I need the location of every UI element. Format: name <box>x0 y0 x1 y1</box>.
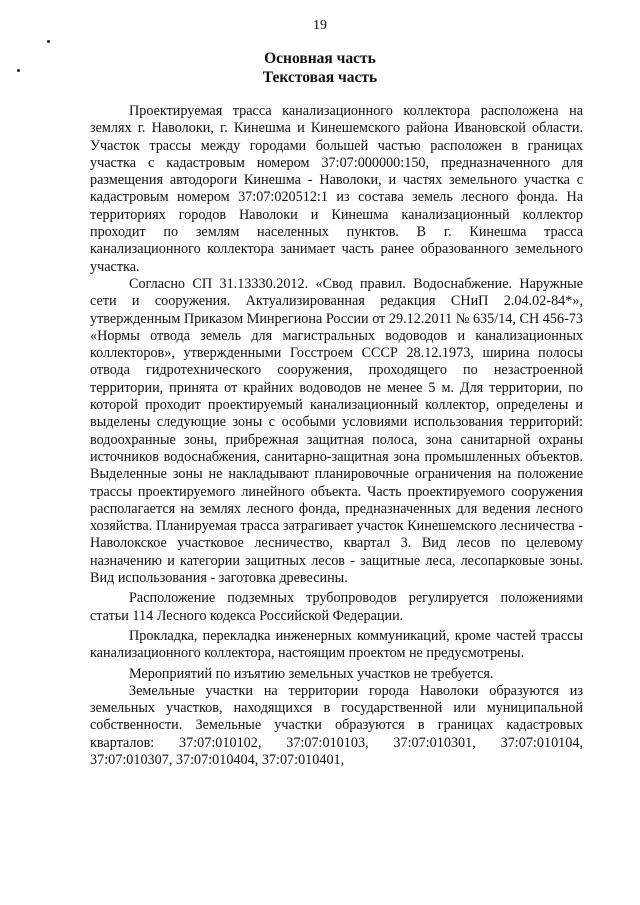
paragraph-route-location: Проектируемая трасса канализационного коллектора расположена на землях г. Наволоки, г. Кинешма и Кинешемского района Ивановской области. Участок трассы между городами большей частью расположен в границах участка с кадастровым номером 37:07:000000:150, предназначенного для размещения автодороги Кинешма - Наволоки, и частях земельного участка с кадастровым номером 37:07:020512:1 из состава земель лесного фонда. На территориях городов Наволоки и Кинешма канализационный коллектор проходит по землям населенных пунктов. В г. Кинешма трасса канализационного коллектора занимает часть ранее образованного земельного участка. <box>90 103 583 275</box>
body-text <box>90 103 583 769</box>
section-title: Основная часть <box>264 50 376 67</box>
paragraph-utilities: Прокладка, перекладка инженерных коммуникаций, кроме частей трассы канализационного коллектора, настоящим проектом не предусмотрены. <box>90 627 583 662</box>
paragraph-no-seizure: Мероприятий по изъятию земельных участков не требуется. <box>129 665 494 682</box>
page-number: 19 <box>313 18 327 33</box>
scan-speck <box>47 40 50 43</box>
paragraph-land-plots: Земельные участки на территории города Наволоки образуются из земельных участков, находящихся в государственной или муниципальной собственности. Земельные участки образуются в границах кадастровых кварталов: 37:07:010102, 37:07:010103, 37:07:010301, 37:07:010104, 37:07:010307, 37:07:010404, 37:07:010401, <box>90 682 583 768</box>
subsection-title: Текстовая часть <box>262 69 378 86</box>
paragraph-pipelines-regulation: Расположение подземных трубопроводов регулируется положениями статьи 114 Лесного кодекса Российской Федерации. <box>90 590 583 624</box>
paragraph-regulations-zones: Согласно СП 31.13330.2012. «Свод правил. Водоснабжение. Наружные сети и сооружения. Актуализированная редакция СНиП 2.04.02-84*», утвержденным Приказом Минрегиона России от 29.12.2011 № 635/14, СН 456-73 «Нормы отвода земель для магистральных водоводов и канализационных коллекторов», утвержденными Госстроем СССР 28.12.1973, ширина полосы отвода гидротехнического сооружения, проходящего по незастроенной территории, принята от крайних водоводов не менее 5 м. Для территории, по которой проходит проектируемый канализационный коллектор, определены и выделены следующие зоны с особыми условиями использования территорий: водоохранные зоны, прибрежная защитная полоса, зона санитарной охраны источников водоснабжения, санитарно-защитная зона промышленных объектов. Выделенные зоны не накладывают планировочные ограничения на положение трассы проектируемого линейного объекта. Часть проектируемого сооружения располагается на землях лесного фонда, предназначенных для ведения лесного хозяйства. Планируемая трасса затрагивает участок Кинешемского лесничества - Наволокское участковое лесничество, квартал 3. Вид лесов по целевому назначению и категории защитных лесов - защитные леса, лесопарковые зоны. Вид использования - заготовка древесины. <box>90 275 583 587</box>
